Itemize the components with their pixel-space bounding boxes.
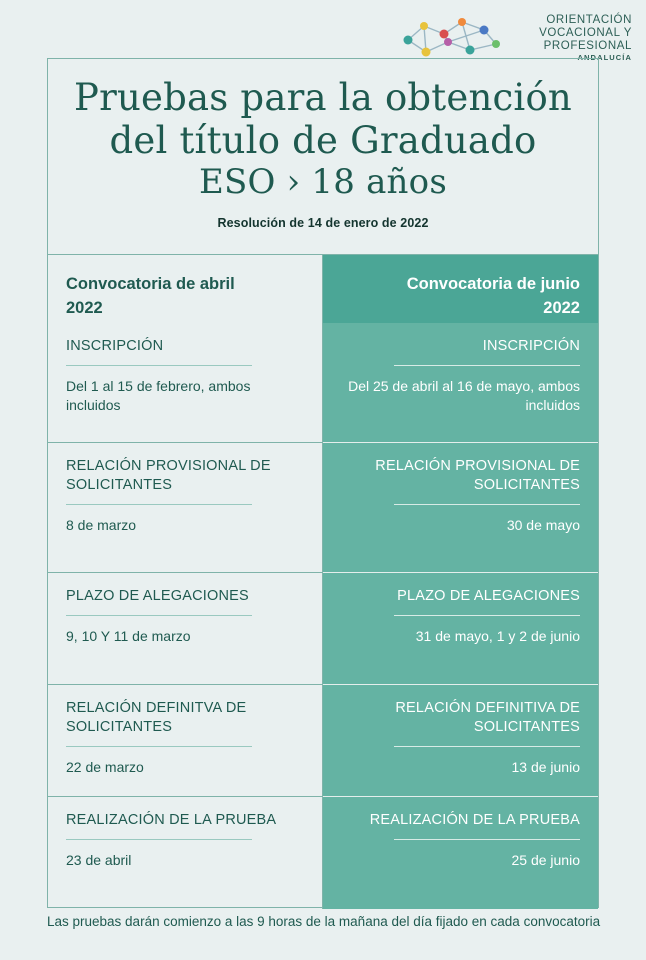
title-block <box>48 59 598 255</box>
row-value: 8 de marzo <box>66 516 137 533</box>
table-row <box>323 323 598 443</box>
logo-line-1: ORIENTACIÓN <box>546 14 632 26</box>
divider <box>66 746 252 747</box>
page-subtitle: Resolución de 14 de enero de 2022 <box>217 216 429 231</box>
row-label: REALIZACIÓN DE LA PRUEBA <box>369 812 580 828</box>
table-row <box>48 573 322 685</box>
divider <box>394 365 580 366</box>
row-value: 13 de junio <box>511 758 580 775</box>
table-row <box>48 797 322 909</box>
row-value: 30 de mayo <box>506 516 580 533</box>
page-title-line-3: ESO › 18 años <box>199 161 447 202</box>
column-abril-header-line-1: Convocatoria de abril <box>66 275 235 293</box>
content-frame <box>47 58 599 908</box>
divider <box>66 839 252 840</box>
divider <box>66 615 252 616</box>
column-junio-header <box>323 255 598 323</box>
footer-note: Las pruebas darán comienzo a las 9 horas de la mañana del día fijado en cada convocatoria <box>47 914 601 929</box>
table-row <box>48 323 322 443</box>
divider <box>394 615 580 616</box>
table-row <box>323 685 598 797</box>
table-row <box>323 573 598 685</box>
row-label: RELACIÓN DEFINITIVA DE SOLICITANTES <box>395 700 580 735</box>
row-value: 23 de abril <box>66 851 132 868</box>
column-abril-header-line-2: 2022 <box>66 298 103 317</box>
logo-line-4: ANDALUCÍA <box>577 52 632 62</box>
row-value: Del 25 de abril al 16 de mayo, ambos incluidos <box>348 377 580 413</box>
row-label: PLAZO DE ALEGACIONES <box>66 588 249 604</box>
logo-line-3: PROFESIONAL <box>543 39 632 52</box>
logo-line-2: VOCACIONAL Y <box>539 26 632 39</box>
row-value: 22 de marzo <box>66 758 144 775</box>
row-label: RELACIÓN PROVISIONAL DE SOLICITANTES <box>375 458 580 493</box>
divider <box>66 365 252 366</box>
divider <box>394 746 580 747</box>
table-row <box>323 797 598 909</box>
page-title-line-2: del título de Graduado <box>109 118 537 162</box>
logo <box>392 8 634 64</box>
page-title-line-1: Pruebas para la obtención <box>74 76 572 119</box>
divider <box>394 839 580 840</box>
row-value: 25 de junio <box>511 851 580 868</box>
divider <box>394 504 580 505</box>
row-label: PLAZO DE ALEGACIONES <box>397 588 580 604</box>
row-value: 9, 10 Y 11 de marzo <box>66 627 191 644</box>
column-abril <box>48 255 323 909</box>
column-abril-header <box>48 255 322 323</box>
column-junio <box>323 255 598 909</box>
row-label: RELACIÓN PROVISIONAL DE SOLICITANTES <box>66 458 271 493</box>
column-junio-header-line-2: 2022 <box>543 298 580 317</box>
table-row <box>48 685 322 797</box>
row-label: INSCRIPCIÓN <box>482 338 580 354</box>
network-nodes-icon <box>392 10 507 62</box>
column-junio-header-line-1: Convocatoria de junio <box>406 275 580 293</box>
row-label: REALIZACIÓN DE LA PRUEBA <box>66 812 277 828</box>
row-value: Del 1 al 15 de febrero, ambos incluidos <box>66 377 251 413</box>
row-label: INSCRIPCIÓN <box>66 338 164 354</box>
logo-text <box>512 14 632 62</box>
table-row <box>48 443 322 573</box>
row-value: 31 de mayo, 1 y 2 de junio <box>415 627 580 644</box>
divider <box>66 504 252 505</box>
row-label: RELACIÓN DEFINITVA DE SOLICITANTES <box>66 700 247 735</box>
schedule-table <box>48 255 598 909</box>
table-row <box>323 443 598 573</box>
